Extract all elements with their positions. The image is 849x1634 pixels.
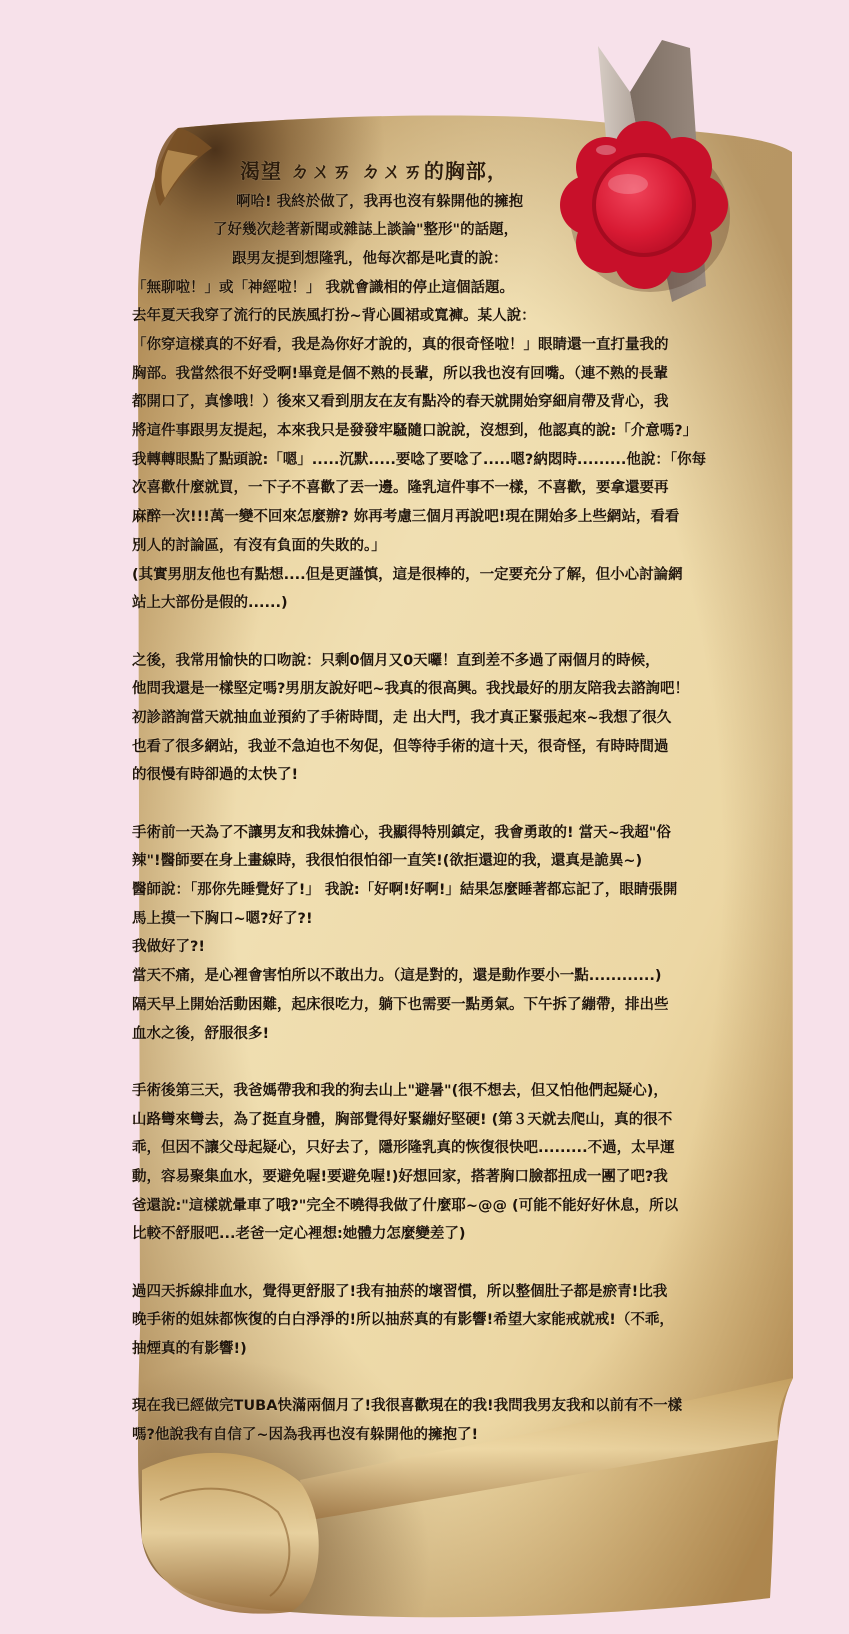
text-line: 都開口了，真慘哦！）後來又看到朋友在友有點冷的春天就開始穿細肩帶及背心，我: [132, 394, 669, 411]
text-line: 初診諮詢當天就抽血並預約了手術時間，走 出大門，我才真正緊張起來~我想了很久: [132, 709, 672, 726]
text-line: 也看了很多網站，我並不急迫也不匆促，但等待手術的這十天，很奇怪，有時時間過: [132, 738, 669, 755]
text-line: 「無聊啦！」或「神經啦！」 我就會識相的停止這個話題。: [132, 279, 515, 296]
text-line: 將這件事跟男友提起，本來我只是發發牢騷隨口說說，沒想到，他認真的說:「介意嗎?」: [132, 423, 698, 440]
text-line: 「你穿這樣真的不好看，我是為你好才說的，真的很奇怪啦！」眼睛還一直打量我的: [132, 337, 669, 354]
text-line: 醫師說：「那你先睡覺好了!」 我說:「好啊!好啊!」結果怎麼睡著都忘記了，眼睛張開: [132, 882, 678, 899]
text-line: 了好幾次趁著新聞或雜誌上談論"整形"的話題，: [213, 222, 519, 239]
text-line: 手術後第三天，我爸媽帶我和我的狗去山上"避暑"(很不想去，但又怕他們起疑心)，: [132, 1082, 668, 1099]
text-line: 比較不舒服吧...老爸一定心裡想:她體力怎麼變差了): [132, 1226, 466, 1243]
paragraph: [132, 647, 782, 790]
text-line: 現在我已經做完TUBA快滿兩個月了!我很喜歡現在的我!我問我男友我和以前有不一樣: [132, 1398, 683, 1415]
text-line: 抽煙真的有影響!): [132, 1341, 247, 1358]
text-line: 過四天拆線排血水，覺得更舒服了!我有抽菸的壞習慣，所以整個肚子都是瘀青!比我: [132, 1283, 668, 1300]
text-line: 嗎?他說我有自信了~因為我再也沒有躲開他的擁抱了!: [132, 1427, 479, 1444]
page-title: 渴望 ㄉㄨㄞ ㄉㄨㄞ的胸部，: [240, 159, 508, 183]
text-line: 站上大部份是假的......): [132, 595, 288, 612]
text-line: 的很慢有時卻過的太快了!: [132, 767, 299, 784]
paragraph: [132, 188, 782, 618]
text-line: 去年夏天我穿了流行的民族風打扮~背心圓裙或寬褲。某人說：: [132, 308, 536, 325]
article-body: [132, 188, 782, 1450]
paragraph: [132, 1392, 782, 1449]
text-line: 血水之後，舒服很多!: [132, 1025, 270, 1042]
text-line: 之後，我常用愉快的口吻說：只剩0個月又0天囉！直到差不多過了兩個月的時候，: [132, 652, 660, 669]
text-line: 爸還說:"這樣就暈車了哦?"完全不曉得我做了什麼耶~@@ (可能不能好好休息，所以: [132, 1197, 679, 1214]
text-line: 晚手術的姐妹都恢復的白白淨淨的!所以抽菸真的有影響!希望大家能戒就戒!（不乖，: [132, 1312, 674, 1329]
paragraph: [132, 1077, 782, 1249]
text-line: 隔天早上開始活動困難，起床很吃力，躺下也需要一點勇氣。下午拆了繃帶，排出些: [132, 996, 669, 1013]
text-line: 次喜歡什麼就買，一下子不喜歡了丟一邊。隆乳這件事不一樣，不喜歡，要拿還要再: [132, 480, 669, 497]
text-line: (其實男朋友他也有點想....但是更謹慎，這是很棒的，一定要充分了解，但小心討論網: [132, 566, 683, 583]
text-line: 當天不痛，是心裡會害怕所以不敢出力。（這是對的，還是動作要小一點............): [132, 968, 662, 985]
text-line: 馬上摸一下胸口~嗯?好了?!: [132, 910, 313, 927]
paragraph: [132, 819, 782, 1049]
paragraph: [132, 1278, 782, 1364]
text-line: 我做好了?!: [132, 939, 206, 956]
text-line: 手術前一天為了不讓男友和我妹擔心，我顯得特別鎮定，我會勇敢的! 當天~我超"俗: [132, 824, 671, 841]
text-line: 乖，但因不讓父母起疑心，只好去了，隱形隆乳真的恢復很快吧.........不過，太早運: [132, 1140, 675, 1157]
text-line: 跟男友提到想隆乳，他每次都是叱責的說：: [232, 250, 508, 267]
text-line: 麻醉一次!!!萬一變不回來怎麼辦? 妳再考慮三個月再說吧!現在開始多上些網站，看看: [132, 509, 680, 526]
text-line: 辣"!醫師要在身上畫線時，我很怕很怕卻一直笑!(欲拒還迎的我，還真是詭異~): [132, 853, 643, 870]
text-line: 我轉轉眼點了點頭說:「嗯」.....沉默.....要唸了要唸了.....嗯?納悶時.........他說：「你每: [132, 451, 707, 468]
text-line: 啊哈! 我終於做了，我再也沒有躲開他的擁抱: [236, 193, 524, 210]
text-line: 別人的討論區，有沒有負面的失敗的。」: [132, 537, 386, 554]
text-line: 動，容易聚集血水，要避免喔!要避免喔!)好想回家，搭著胸口臉都扭成一團了吧?我: [132, 1168, 668, 1185]
text-line: 胸部。我當然很不好受啊!畢竟是個不熟的長輩，所以我也沒有回嘴。（連不熟的長輩: [132, 365, 668, 382]
text-line: 山路彎來彎去，為了挺直身體，胸部覺得好緊繃好堅硬! (第３天就去爬山，真的很不: [132, 1111, 673, 1128]
text-line: 他問我還是一樣堅定嗎?男朋友說好吧~我真的很高興。我找最好的朋友陪我去諮詢吧！: [132, 681, 690, 698]
